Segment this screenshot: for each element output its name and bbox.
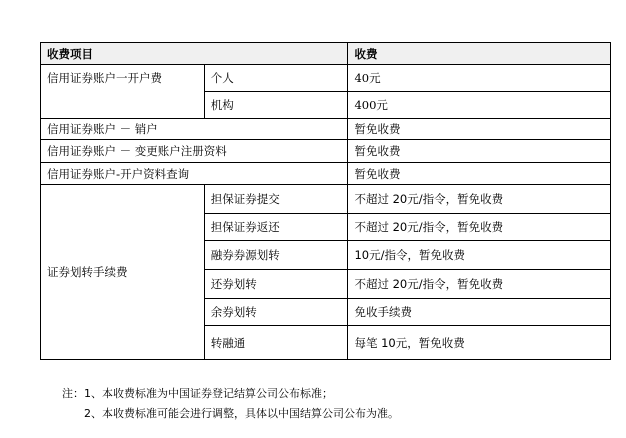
table-row: [41, 185, 611, 214]
transfer-fee: 免收手续费: [348, 299, 611, 326]
query-fee: 暂免收费: [348, 163, 611, 185]
header-item: 收费项目: [41, 43, 348, 65]
individual-label: 个人: [204, 65, 348, 92]
institution-fee: 400元: [348, 92, 611, 119]
institution-label: 机构: [204, 92, 348, 119]
transfer-label: 证券划转手续费: [41, 185, 205, 360]
table-row: [41, 163, 611, 185]
transfer-item: 余券划转: [204, 299, 348, 326]
change-fee: 暂免收费: [348, 140, 611, 163]
transfer-item: 担保证券提交: [204, 185, 348, 214]
note-line-2: 2、本收费标准可能会进行调整，具体以中国结算公司公布为准。: [84, 407, 399, 420]
query-label: 信用证券账户-开户资料查询: [41, 163, 348, 185]
transfer-fee: 10元/指令，暂免收费: [348, 241, 611, 270]
open-account-label: 信用证券账户一开户费: [41, 65, 205, 119]
transfer-fee: 每笔 10元，暂免收费: [348, 326, 611, 360]
notes: [62, 384, 399, 424]
table-row: [41, 119, 611, 140]
cancel-fee: 暂免收费: [348, 119, 611, 140]
transfer-item: 还券划转: [204, 270, 348, 299]
transfer-item: 融券券源划转: [204, 241, 348, 270]
fee-table: [40, 42, 611, 360]
transfer-fee: 不超过 20元/指令，暂免收费: [348, 270, 611, 299]
change-label: 信用证券账户 － 变更账户注册资料: [41, 140, 348, 163]
transfer-item: 担保证券返还: [204, 214, 348, 241]
transfer-fee: 不超过 20元/指令，暂免收费: [348, 214, 611, 241]
cancel-label: 信用证券账户 － 销户: [41, 119, 348, 140]
note-line-1: 注：1、本收费标准为中国证券登记结算公司公布标准；: [62, 387, 333, 400]
table-header-row: [41, 43, 611, 65]
transfer-item: 转融通: [204, 326, 348, 360]
table-row: [41, 140, 611, 163]
header-fee: 收费: [348, 43, 611, 65]
table-row: [41, 65, 611, 92]
individual-fee: 40元: [348, 65, 611, 92]
transfer-fee: 不超过 20元/指令，暂免收费: [348, 185, 611, 214]
